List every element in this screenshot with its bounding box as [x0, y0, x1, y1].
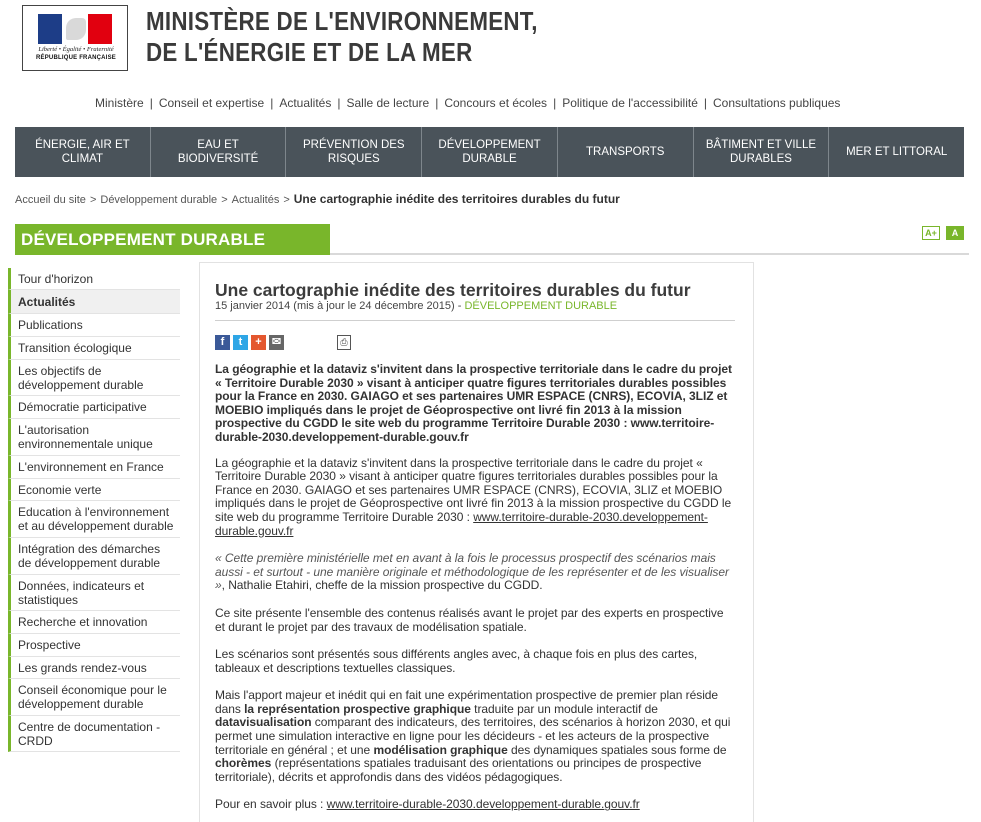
sidebar-item-education[interactable]: Education à l'environnement et au développement durable — [8, 501, 180, 538]
quote-text: « Cette première ministérielle met en avant à la fois le processus prospectif des scénarios mais aussi - et surtout - une manière originale et méthodologique de les représenter et de les visualiser » — [215, 551, 729, 593]
breadcrumb-home[interactable]: Accueil du site — [15, 194, 86, 206]
toplink-separator: | — [553, 96, 557, 110]
toplink-conseil[interactable]: Conseil et expertise — [158, 96, 265, 110]
article-paragraph-6 — [215, 798, 735, 812]
facebook-icon[interactable]: f — [215, 335, 230, 350]
article-meta — [215, 300, 735, 313]
breadcrumb-separator: > — [89, 194, 97, 206]
sidebar-item-recherche[interactable]: Recherche et innovation — [8, 611, 180, 634]
toplink-separator: | — [270, 96, 274, 110]
sidebar-item-donnees[interactable]: Données, indicateurs et statistiques — [8, 575, 180, 611]
sidebar-item-transition[interactable]: Transition écologique — [8, 337, 180, 360]
p5-text-1: Mais l'apport majeur et inédit qui en fait une expérimentation prospective de premier plan réside dans — [215, 688, 719, 716]
flag-icon — [38, 14, 112, 44]
sidebar-item-environnement-france[interactable]: L'environnement en France — [8, 456, 180, 479]
print-icon[interactable]: ⎙ — [337, 335, 351, 350]
sidebar-item-conseil-economique[interactable]: Conseil économique pour le développement durable — [8, 679, 180, 716]
nav-batiment-ville[interactable]: BÂTIMENT ET VILLE DURABLES — [694, 127, 830, 177]
toplink-ministere[interactable]: Ministère — [95, 96, 144, 110]
sidebar-item-actualites[interactable]: Actualités — [8, 290, 180, 314]
nav-eau-biodiversite[interactable]: EAU ET BIODIVERSITÉ — [151, 127, 287, 177]
logo-republic: RÉPUBLIQUE FRANÇAISE — [35, 55, 116, 61]
top-links — [95, 96, 840, 112]
ministry-title[interactable] — [146, 6, 538, 68]
breadcrumb — [15, 192, 620, 206]
toplink-separator: | — [149, 96, 153, 110]
logo-motto: Liberté • Égalité • Fraternité — [38, 46, 114, 53]
territoire-durable-link[interactable]: www.territoire-durable-2030.developpement-durable.gouv.fr — [215, 509, 708, 538]
article-divider — [215, 320, 735, 321]
ministry-title-line1: MINISTÈRE DE L'ENVIRONNEMENT, — [146, 6, 538, 36]
sidebar — [8, 268, 180, 752]
p5-bold-1: la représentation prospective graphique — [244, 701, 471, 716]
toplink-separator: | — [337, 96, 341, 110]
article-paragraph-5 — [215, 689, 735, 784]
breadcrumb-separator: > — [283, 194, 290, 206]
nav-energie[interactable]: ÉNERGIE, AIR ET CLIMAT — [15, 127, 151, 177]
marianne-logo[interactable] — [22, 5, 128, 71]
paragraph-1-text: La géographie et la dataviz s'invitent dans la prospective territoriale dans le cadre du projet « Territoire Durable 2030 » visant à anticiper quatre figures territoriales durables possibles pour la France en 2030. GAIAGO et ses partenaires UMR ESPACE (CNRS), ECOVIA, 3LIZ et MOEBIO impliqués dans le projet de Géoprospective ont livré fin 2013 à la mission prospective du CGDD le site web du programme Territoire Durable 2030 : — [215, 455, 732, 524]
sidebar-item-integration[interactable]: Intégration des démarches de développement durable — [8, 538, 180, 575]
sidebar-item-economie-verte[interactable]: Economie verte — [8, 479, 180, 501]
en-savoir-plus-link[interactable]: www.territoire-durable-2030.developpement-durable.gouv.fr — [326, 797, 640, 812]
nav-developpement-durable[interactable]: DÉVELOPPEMENT DURABLE — [422, 127, 558, 177]
main-nav — [15, 127, 964, 177]
toplink-separator: | — [435, 96, 439, 110]
breadcrumb-current: Une cartographie inédite des territoires durables du futur — [293, 192, 620, 206]
sidebar-item-autorisation[interactable]: L'autorisation environnementale unique — [8, 419, 180, 456]
sidebar-item-centre-documentation[interactable]: Centre de documentation - CRDD — [8, 716, 180, 752]
toplink-accessibilite[interactable]: Politique de l'accessibilité — [562, 96, 698, 110]
toplink-separator: | — [703, 96, 708, 110]
share-plus-icon[interactable]: + — [251, 335, 266, 350]
toplink-salle-lecture[interactable]: Salle de lecture — [346, 96, 430, 110]
article-paragraph-3: Ce site présente l'ensemble des contenus réalisés avant le projet par des experts en prospective et durant le projet par des travaux de modélisation spatiale. — [215, 605, 724, 634]
p5-bold-4: chorèmes — [215, 756, 272, 771]
section-banner: DÉVELOPPEMENT DURABLE — [15, 224, 330, 255]
sidebar-item-objectifs[interactable]: Les objectifs de développement durable — [8, 360, 180, 396]
article-date: 15 janvier 2014 (mis à jour le 24 décembre 2015) - — [215, 300, 465, 312]
sidebar-item-publications[interactable]: Publications — [8, 314, 180, 337]
sidebar-item-rendez-vous[interactable]: Les grands rendez-vous — [8, 657, 180, 679]
breadcrumb-subsection[interactable]: Actualités — [231, 194, 280, 206]
sidebar-item-democratie[interactable]: Démocratie participative — [8, 396, 180, 419]
toplink-concours[interactable]: Concours et écoles — [444, 96, 548, 110]
article-quote — [215, 552, 735, 593]
p5-bold-2: datavisualisation — [215, 715, 312, 730]
p5-text-5: (représentations spatiales traduisant des orientations ou principes de prospective territoriale), décrits et approfondis dans des vidéos pédagogiques. — [215, 756, 702, 784]
article-title: Une cartographie inédite des territoires durables du futur — [215, 280, 691, 300]
p5-text-4: des dynamiques spatiales sous forme de — [507, 742, 727, 757]
nav-transports[interactable]: TRANSPORTS — [558, 127, 694, 177]
breadcrumb-separator: > — [221, 194, 228, 206]
p5-bold-3: modélisation graphique — [373, 742, 508, 757]
sidebar-item-tour-horizon[interactable]: Tour d'horizon — [8, 268, 180, 290]
share-bar — [215, 334, 735, 350]
article-lead: La géographie et la dataviz s'invitent dans la prospective territoriale dans le cadre du projet « Territoire Durable 2030 » visant à anticiper quatre figures territoriales durables possibles pour la France en 2030. GAIAGO et ses partenaires UMR ESPACE (CNRS), ECOVIA, 3LIZ et MOEBIO impliqués dans le projet de Géoprospective ont livré fin 2013 à la mission prospective du CGDD le site web du programme Territoire Durable 2030 : www.territoire-durable-2030.developpement-durable.gouv.fr — [215, 362, 732, 444]
increase-text-icon[interactable]: A+ — [922, 226, 940, 240]
ministry-title-line2: DE L'ÉNERGIE ET DE LA MER — [146, 37, 473, 67]
article — [215, 280, 735, 812]
paragraph-6-text: Pour en savoir plus : — [215, 797, 327, 812]
toplink-consultations[interactable]: Consultations publiques — [713, 96, 841, 110]
article-paragraph-1 — [215, 457, 735, 539]
accessibility-tools — [922, 226, 964, 240]
mail-icon[interactable]: ✉ — [269, 335, 284, 350]
p5-text-2: traduite par un module interactif de — [470, 701, 658, 716]
quote-author: , Nathalie Etahiri, cheffe de la mission prospective du CGDD. — [221, 578, 543, 593]
article-paragraph-4: Les scénarios sont présentés sous différents angles avec, à chaque fois en plus des cartes, tableaux et descriptions textuelles classiques. — [215, 647, 698, 675]
p5-text-3: comparant des indicateurs, des territoires, des scénarios à horizon 2030, et qui permet une simulation interactive en ligne pour les décideurs - et les acteurs de la prospective territoriale en général ; et une — [215, 715, 731, 757]
twitter-icon[interactable]: t — [233, 335, 248, 350]
toplink-actualites[interactable]: Actualités — [279, 96, 332, 110]
sidebar-item-prospective[interactable]: Prospective — [8, 634, 180, 657]
breadcrumb-section[interactable]: Développement durable — [100, 194, 218, 206]
article-category-link[interactable]: DÉVELOPPEMENT DURABLE — [464, 300, 618, 312]
nav-prevention-risques[interactable]: PRÉVENTION DES RISQUES — [286, 127, 422, 177]
contrast-icon[interactable]: A — [946, 226, 964, 240]
nav-mer-littoral[interactable]: MER ET LITTORAL — [846, 146, 948, 158]
